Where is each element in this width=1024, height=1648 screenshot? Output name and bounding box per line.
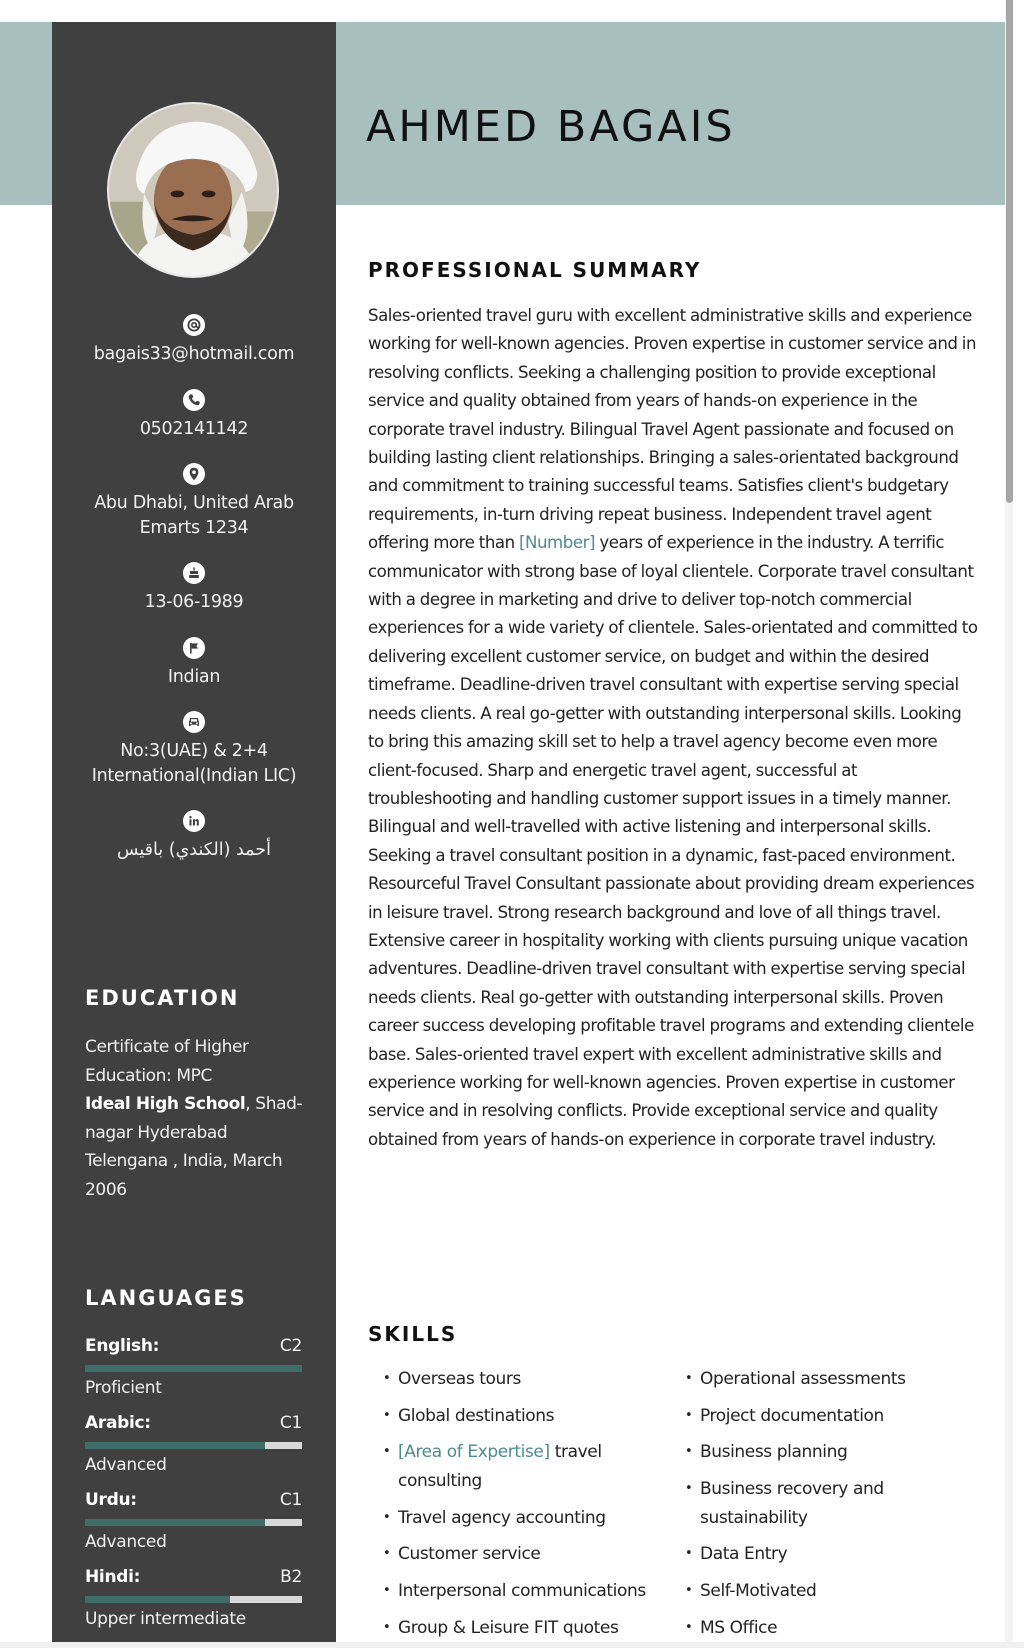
language-progress-bar xyxy=(85,1365,302,1372)
language-urdu xyxy=(85,1488,302,1554)
birthday-cake-icon xyxy=(183,562,205,584)
summary-part-1: Sales-oriented travel guru with excellent administrative skills and experience working for well-known agencies. Proven expertise in customer service and in resolving conflicts. Seeking a challenging position to provide exceptional service and quality obtained from years of hands-on experience in the corporate travel industry. Bilingual Travel Agent passionate and focused on building lasting client relationships. Bringing a sales-orientated background and commitment to training successful teams. Satisfies client's budgetary requirements, in-turn driving repeat business. Independent travel agent offering more than xyxy=(368,306,977,553)
language-arabic xyxy=(85,1411,302,1477)
location-pin-icon xyxy=(183,463,205,485)
contact-birthdate xyxy=(52,562,336,615)
language-level: C1 xyxy=(279,1490,302,1510)
skill-item: • Overseas tours xyxy=(383,1365,685,1394)
contact-linkedin[interactable] xyxy=(52,810,336,863)
skill-item: • MS Office xyxy=(685,1614,975,1643)
phone-icon xyxy=(183,389,205,411)
language-name: Arabic: xyxy=(85,1413,151,1433)
language-progress-bar xyxy=(85,1596,302,1603)
language-description: Advanced xyxy=(85,1532,167,1552)
skills-column-2 xyxy=(685,1365,975,1648)
skill-item: • Business planning xyxy=(685,1438,975,1467)
flag-icon xyxy=(183,637,205,659)
nationality-text: Indian xyxy=(167,667,221,687)
contact-email[interactable] xyxy=(52,314,336,367)
language-progress-fill xyxy=(85,1442,265,1449)
language-level: C2 xyxy=(279,1336,302,1356)
education-school: Ideal High School xyxy=(85,1094,246,1114)
license-text: No:3(UAE) & 2+4 International(Indian LIC) xyxy=(91,741,297,786)
language-description: Upper intermediate xyxy=(85,1609,246,1629)
language-name: Urdu: xyxy=(85,1490,137,1510)
phone-text: 0502141142 xyxy=(139,419,249,439)
skills-list xyxy=(383,1365,983,1648)
linkedin-text: أحمد (الكندي) باقيس xyxy=(117,840,271,860)
skill-item: • Customer service xyxy=(383,1540,685,1569)
language-progress-bar xyxy=(85,1442,302,1449)
education-heading: EDUCATION xyxy=(85,986,240,1010)
language-progress-fill xyxy=(85,1519,265,1526)
skill-item: • Travel agency accounting xyxy=(383,1504,685,1533)
summary-text xyxy=(368,302,978,1154)
skill-item-text: travel consulting xyxy=(398,1442,602,1491)
skill-item: • Group & Leisure FIT quotes xyxy=(383,1614,685,1643)
candidate-name: AHMED BAGAIS xyxy=(366,102,736,152)
skill-item: • Operational assessments xyxy=(685,1365,975,1394)
at-icon xyxy=(183,314,205,336)
birthdate-text: 13-06-1989 xyxy=(144,592,244,612)
language-english xyxy=(85,1334,302,1400)
avatar xyxy=(107,102,279,278)
skill-item: • Global destinations xyxy=(383,1402,685,1431)
scrollbar-thumb[interactable] xyxy=(1006,0,1013,503)
profile-photo xyxy=(109,104,277,276)
skill-item: • Project documentation xyxy=(685,1402,975,1431)
skill-item: • Interpersonal communications xyxy=(383,1577,685,1606)
summary-part-2: years of experience in the industry. A terrific communicator with strong base of loyal clientele. Corporate travel consultant with a degree in marketing and drive to deliver top-notch commercial experiences for a wide variety of clientele. Sales-orientated and committed to delivering excellent customer service, on budget and within the desired timeframe. Deadline-driven travel consultant with expertise serving special needs clients. A real go-getter with outstanding interpersonal skills. Looking to bring this amazing skill set to help a travel agency become even more client-focused. Sharp and energetic travel agent, successful at troubleshooting and handling customer support issues in a timely manner. Bilingual and well-travelled with active listening and interpersonal skills. Seeking a travel consultant position in a dynamic, fast-paced environment. Resourceful Travel Consultant passionate about providing dream experiences in leisure travel. Strong research background and love of all things travel. Extensive career in hospitality working with clients pursuing unique vacation adventures. Deadline-driven travel consultant with expertise serving special needs clients. Real go-getter with outstanding interpersonal skills. Proven career success developing profitable travel programs and extending clientele base. Sales-oriented travel expert with excellent administrative skills and experience working for well-known agencies. Proven expertise in customer service and in resolving conflicts. Provide exceptional service and quality obtained from years of hands-on experience in corporate travel industry. xyxy=(368,533,978,1149)
skills-heading: SKILLS xyxy=(368,1322,458,1346)
contact-driving-license xyxy=(52,711,336,789)
language-name: English: xyxy=(85,1336,160,1356)
language-level: B2 xyxy=(280,1567,302,1587)
linkedin-icon xyxy=(183,810,205,832)
contact-address xyxy=(52,463,336,541)
education-location: , Shad-nagar Hyderabad Telengana , India, March 2006 xyxy=(85,1094,303,1200)
number-placeholder[interactable]: [Number] xyxy=(519,533,596,553)
page-bottom-edge xyxy=(0,1642,1024,1648)
skill-item: • Self-Motivated xyxy=(685,1577,975,1606)
contact-nationality xyxy=(52,637,336,690)
car-icon xyxy=(183,711,205,733)
language-progress-bar xyxy=(85,1519,302,1526)
language-description: Advanced xyxy=(85,1455,167,1475)
language-description: Proficient xyxy=(85,1378,162,1398)
summary-heading: PROFESSIONAL SUMMARY xyxy=(368,258,702,282)
language-name: Hindi: xyxy=(85,1567,141,1587)
skill-item: • Business recovery and sustainability xyxy=(685,1475,975,1532)
skill-item xyxy=(383,1438,685,1495)
page-top-margin xyxy=(0,0,1024,22)
skill-item: • Data Entry xyxy=(685,1540,975,1569)
education-degree: Certificate of Higher Education: MPC xyxy=(85,1037,249,1086)
address-text: Abu Dhabi, United Arab Emarts 1234 xyxy=(94,493,294,538)
language-progress-fill xyxy=(85,1596,230,1603)
expertise-placeholder[interactable]: [Area of Expertise] xyxy=(398,1442,550,1463)
languages-heading: LANGUAGES xyxy=(85,1286,247,1310)
email-text: bagais33@hotmail.com xyxy=(93,344,295,364)
language-hindi xyxy=(85,1565,302,1631)
language-level: C1 xyxy=(279,1413,302,1433)
skills-column-1 xyxy=(383,1365,685,1648)
language-progress-fill xyxy=(85,1365,302,1372)
education-entry xyxy=(85,1033,305,1204)
contact-phone[interactable] xyxy=(52,389,336,442)
